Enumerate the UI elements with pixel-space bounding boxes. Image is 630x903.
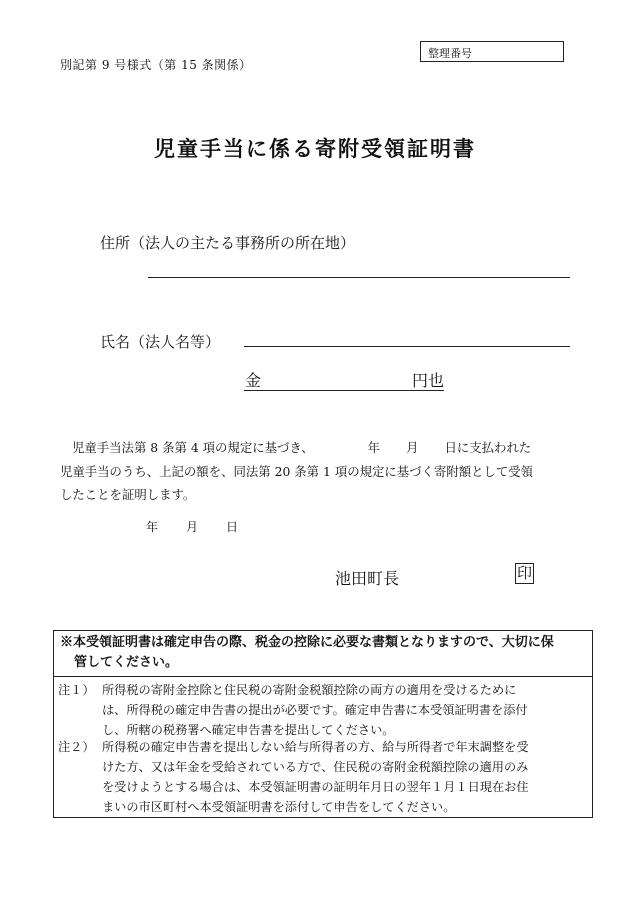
address-field-line[interactable] — [148, 277, 570, 278]
notice-divider — [53, 676, 593, 677]
body-line3: したことを証明します。 — [60, 487, 196, 502]
name-label: 氏名（法人名等） — [100, 333, 221, 351]
amount-field[interactable] — [244, 368, 444, 391]
form-reference: 別記第 9 号様式（第 15 条関係） — [60, 58, 252, 72]
note1-line3: し、所轄の税務署へ確定申告書を提出してください。 — [102, 723, 395, 737]
reference-number-label: 整理番号 — [428, 47, 472, 60]
amount-suffix: 円也 — [411, 371, 444, 390]
notice-warning — [60, 633, 590, 673]
note2-line4: まいの市区町村へ本受領証明書を添付して申告をしてください。 — [102, 800, 456, 814]
body-line1-text: 児童手当法第 8 条第 4 項の規定に基づき、 — [72, 440, 314, 455]
body-month-label: 月 — [406, 440, 419, 455]
body-year-label: 年 — [367, 440, 381, 455]
address-label: 住所（法人の主たる事務所の所在地） — [100, 234, 356, 252]
seal-mark: 印 — [516, 564, 532, 582]
date-year-label: 年 — [146, 520, 159, 534]
date-day-label: 日 — [226, 520, 239, 534]
notice-warning-line2: 管してください。 — [74, 655, 179, 670]
certification-paragraph — [60, 436, 572, 507]
amount-prefix: 金 — [245, 371, 262, 390]
issuer-title: 池田町長 — [335, 569, 400, 588]
note1-line2: は、所得税の確定申告書の提出が必要です。確定申告書に本受領証明書を添付 — [102, 703, 528, 717]
reference-number-box[interactable] — [420, 41, 564, 62]
certification-date — [146, 518, 238, 535]
note2-line2: けた方、又は年金を受給されている方で、住民税の寄附金税額控除の適用のみ — [102, 760, 529, 774]
name-field-line[interactable] — [244, 346, 570, 347]
note2-label: 注２） — [58, 740, 95, 754]
note2-line1: 所得税の確定申告書を提出しない給与所得者の方、給与所得者で年末調整を受 — [102, 740, 529, 754]
document-title: 児童手当に係る寄附受領証明書 — [154, 136, 476, 161]
note-1 — [58, 680, 588, 740]
note-2 — [58, 737, 588, 817]
body-line2: 児童手当のうち、上記の額を、同法第 20 条第 1 項の規定に基づく寄附額として受領 — [60, 463, 534, 479]
note1-label: 注１） — [58, 683, 95, 697]
body-day-text: 日に支払われた — [444, 440, 532, 455]
notice-warning-line1: ※本受領証明書は確定申告の際、税金の控除に必要な書類となりますので、大切に保 — [60, 635, 554, 650]
date-month-label: 月 — [186, 520, 199, 534]
note1-line1: 所得税の寄附金控除と住民税の寄附金税額控除の両方の適用を受けるために — [102, 683, 517, 697]
note2-line3: を受けようとする場合は、本受領証明書の証明年月日の翌年１月１日現在お住 — [102, 780, 529, 794]
